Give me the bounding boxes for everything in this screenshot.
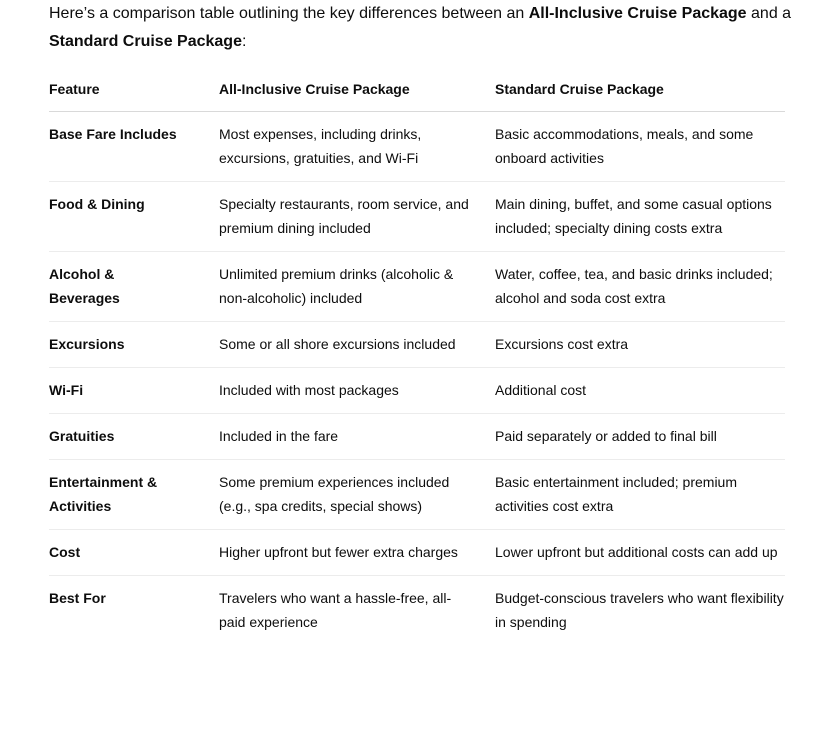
all-inclusive-cell: Unlimited premium drinks (alcoholic & non-alcoholic) included bbox=[219, 252, 495, 322]
all-inclusive-cell: Some or all shore excursions included bbox=[219, 322, 495, 368]
table-row bbox=[49, 368, 785, 414]
intro-middle: and a bbox=[746, 5, 792, 22]
table-row bbox=[49, 576, 785, 646]
feature-cell: Gratuities bbox=[49, 414, 219, 460]
all-inclusive-cell: Included in the fare bbox=[219, 414, 495, 460]
all-inclusive-cell: Specialty restaurants, room service, and premium dining included bbox=[219, 182, 495, 252]
standard-cell: Basic entertainment included; premium activities cost extra bbox=[495, 460, 785, 530]
all-inclusive-cell: Included with most packages bbox=[219, 368, 495, 414]
all-inclusive-cell: Travelers who want a hassle-free, all-paid experience bbox=[219, 590, 452, 630]
intro-prefix: Here’s a comparison table outlining the key differences between an bbox=[49, 5, 529, 22]
all-inclusive-cell: Higher upfront but fewer extra charges bbox=[219, 530, 495, 576]
table-row bbox=[49, 322, 785, 368]
standard-cell: Additional cost bbox=[495, 368, 785, 414]
all-inclusive-cell: Some premium experiences included (e.g., spa credits, special shows) bbox=[219, 460, 495, 530]
intro-bold-all-inclusive: All-Inclusive Cruise Package bbox=[528, 5, 747, 22]
feature-cell: Best For bbox=[49, 590, 106, 606]
standard-cell: Basic accommodations, meals, and some onboard activities bbox=[495, 112, 785, 182]
feature-cell: Wi-Fi bbox=[49, 368, 219, 414]
table-row bbox=[49, 252, 785, 322]
intro-bold-standard: Standard Cruise Package bbox=[49, 33, 242, 50]
intro-paragraph bbox=[49, 0, 794, 56]
all-inclusive-cell: Most expenses, including drinks, excursions, gratuities, and Wi-Fi bbox=[219, 112, 495, 182]
header-all-inclusive: All-Inclusive Cruise Package bbox=[219, 66, 495, 112]
table-header-row bbox=[49, 66, 785, 112]
header-standard: Standard Cruise Package bbox=[495, 66, 785, 112]
table-row bbox=[49, 112, 785, 182]
table-row bbox=[49, 414, 785, 460]
feature-cell: Excursions bbox=[49, 322, 219, 368]
standard-cell: Excursions cost extra bbox=[495, 322, 785, 368]
feature-cell: Entertainment & Activities bbox=[49, 460, 219, 530]
comparison-table bbox=[49, 66, 785, 645]
feature-cell: Food & Dining bbox=[49, 182, 219, 252]
intro-suffix: : bbox=[241, 33, 247, 50]
feature-cell: Base Fare Includes bbox=[49, 112, 219, 182]
table-row bbox=[49, 530, 785, 576]
feature-cell: Alcohol & Beverages bbox=[49, 252, 219, 322]
standard-cell: Main dining, buffet, and some casual options included; specialty dining costs extra bbox=[495, 182, 785, 252]
standard-cell: Lower upfront but additional costs can add up bbox=[495, 530, 785, 576]
header-feature: Feature bbox=[49, 66, 219, 112]
standard-cell: Water, coffee, tea, and basic drinks included; alcohol and soda cost extra bbox=[495, 252, 785, 322]
table-row bbox=[49, 182, 785, 252]
standard-cell: Paid separately or added to final bill bbox=[495, 414, 785, 460]
table-row bbox=[49, 460, 785, 530]
standard-cell: Budget-conscious travelers who want flexibility in spending bbox=[495, 590, 784, 630]
feature-cell: Cost bbox=[49, 530, 219, 576]
